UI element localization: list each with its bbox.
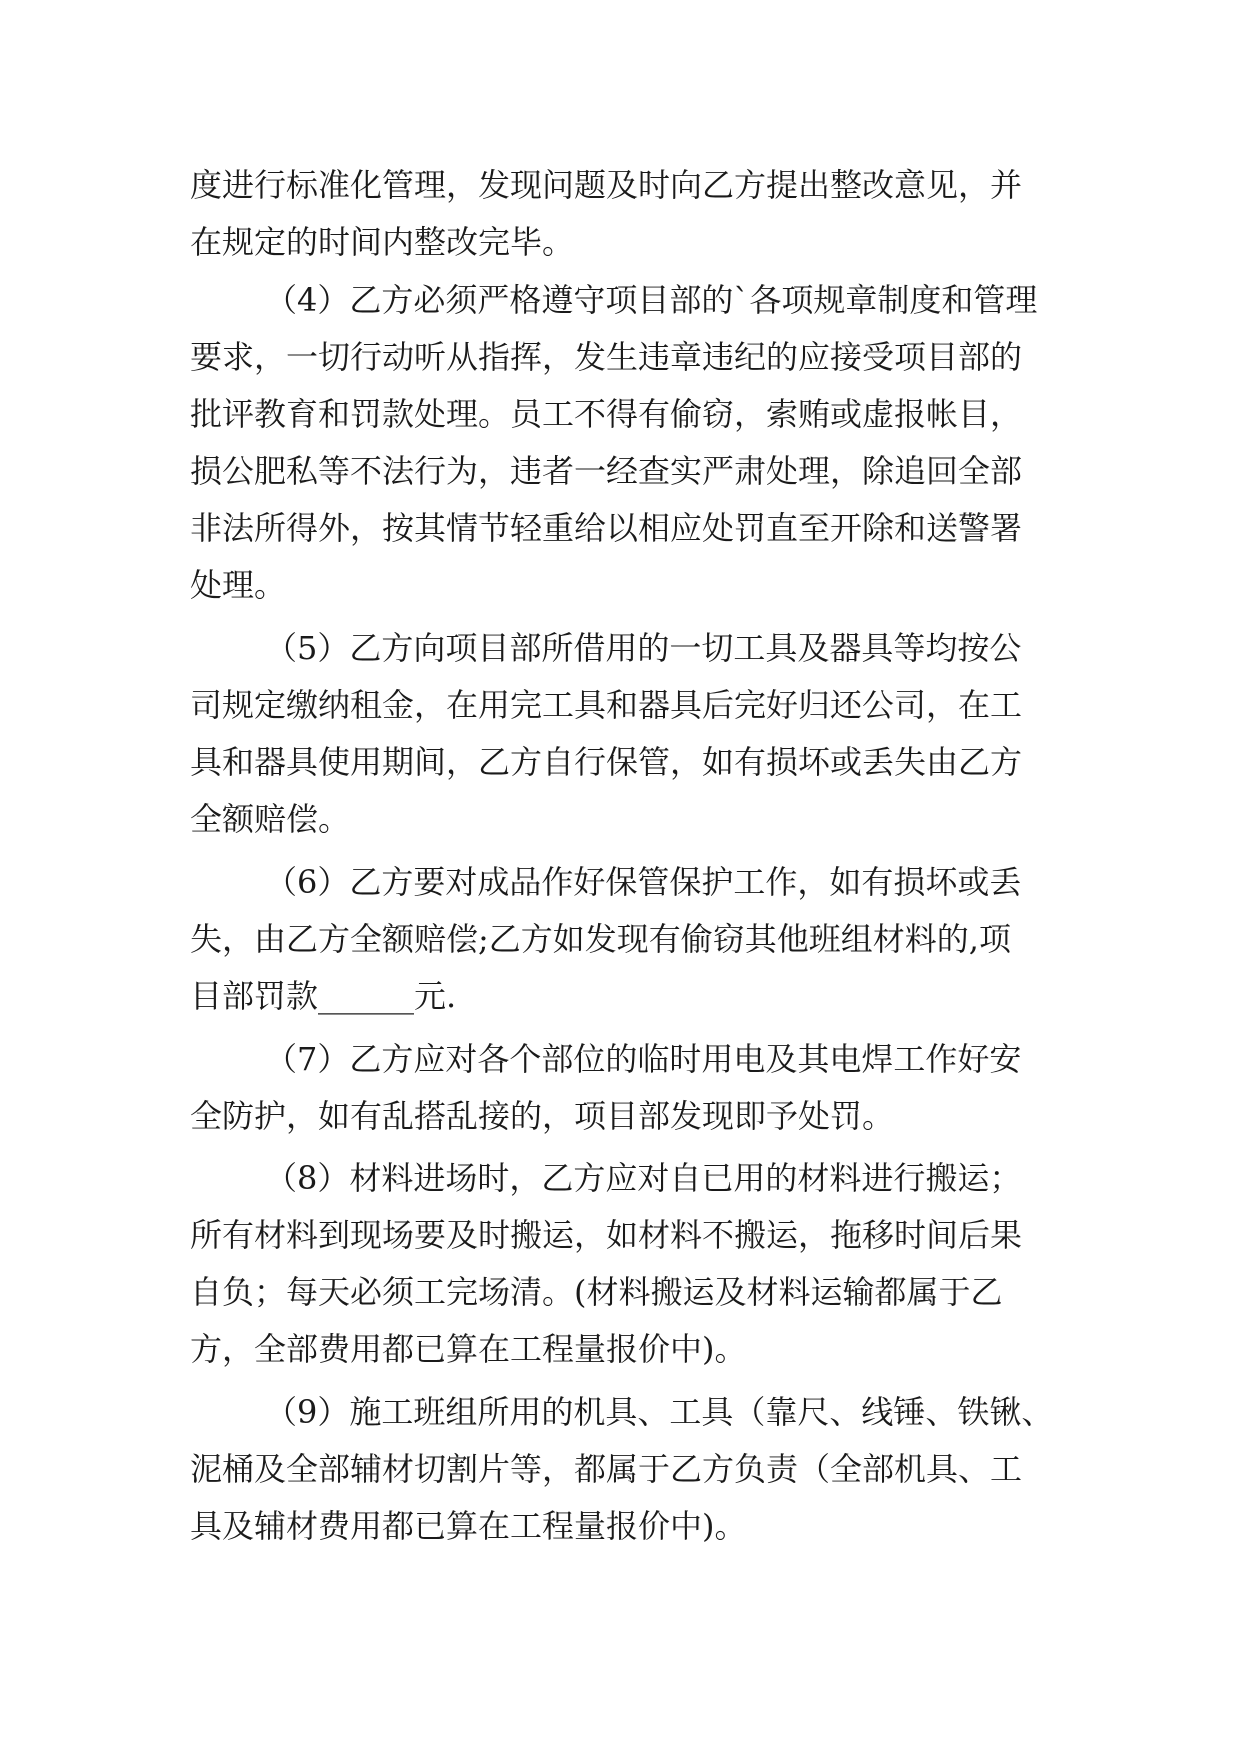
paragraph-5-start: （5）乙方向项目部所借用的一切工具及器具等均按公 <box>265 629 1022 667</box>
text-line: 度进行标准化管理，发现问题及时向乙方提出整改意见，并 <box>190 166 1023 204</box>
text-line: 具及辅材费用都已算在工程量报价中)。 <box>190 1507 747 1545</box>
text-line: 要求，一切行动听从指挥，发生违章违纪的应接受项目部的 <box>190 338 1023 376</box>
paragraph-6-start: （6）乙方要对成品作好保管保护工作，如有损坏或丢 <box>265 863 1022 901</box>
text-line: 非法所得外，按其情节轻重给以相应处罚直至开除和送警署 <box>190 509 1023 547</box>
text-line: 损公肥私等不法行为，违者一经查实严肃处理，除追回全部 <box>190 452 1023 490</box>
text-line: 全额赔偿。 <box>190 800 351 838</box>
text-line: 批评教育和罚款处理。员工不得有偷窃，索贿或虚报帐目， <box>190 395 1023 433</box>
text-line: 所有材料到现场要及时搬运，如材料不搬运，拖移时间后果 <box>190 1216 1023 1254</box>
text-line: 具和器具使用期间，乙方自行保管，如有损坏或丢失由乙方 <box>190 743 1023 781</box>
text-line: 司规定缴纳租金，在用完工具和器具后完好归还公司，在工 <box>190 686 1023 724</box>
paragraph-4-start: （4）乙方必须严格遵守项目部的`各项规章制度和管理 <box>265 281 1038 319</box>
text-line: 目部罚款______元. <box>190 977 457 1015</box>
text-line: 方，全部费用都已算在工程量报价中)。 <box>190 1330 747 1368</box>
text-line: 全防护，如有乱搭乱接的，项目部发现即予处罚。 <box>190 1097 895 1135</box>
text-line: 失，由乙方全额赔偿;乙方如发现有偷窃其他班组材料的,项 <box>190 920 1011 958</box>
paragraph-7-start: （7）乙方应对各个部位的临时用电及其电焊工作好安 <box>265 1040 1022 1078</box>
text-line: 泥桶及全部辅材切割片等，都属于乙方负责（全部机具、工 <box>190 1450 1023 1488</box>
text-line: 在规定的时间内整改完毕。 <box>190 223 575 261</box>
paragraph-8-start: （8）材料进场时，乙方应对自已用的材料进行搬运； <box>265 1159 1022 1197</box>
paragraph-9-start: （9）施工班组所用的机具、工具（靠尺、线锤、铁锹、 <box>265 1393 1054 1431</box>
text-line: 处理。 <box>190 566 287 604</box>
text-line: 自负；每天必须工完场清。(材料搬运及材料运输都属于乙 <box>190 1273 1003 1311</box>
